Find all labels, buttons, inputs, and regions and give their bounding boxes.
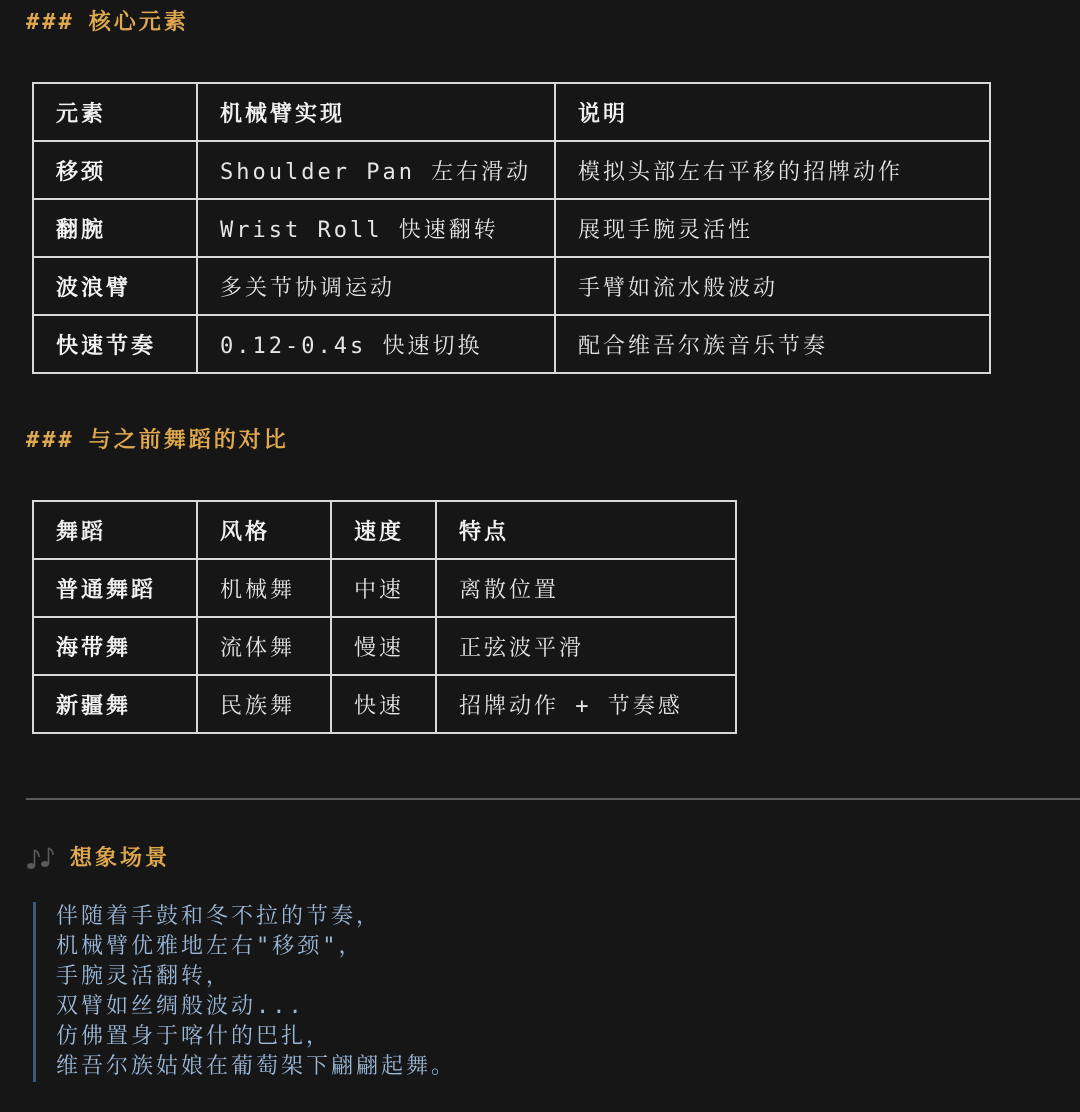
table-row [33, 199, 990, 257]
table-row [33, 141, 990, 199]
column-header: 机械臂实现 [197, 83, 555, 141]
table-cell: 流体舞 [197, 617, 331, 675]
table-row [33, 559, 736, 617]
table-cell: 波浪臂 [33, 257, 197, 315]
table-cell: 机械舞 [197, 559, 331, 617]
scene-quote [33, 902, 456, 1082]
quote-line: 维吾尔族姑娘在葡萄架下翩翩起舞。 [56, 1054, 457, 1079]
table-cell: 移颈 [33, 141, 197, 199]
table-cell: 0.12-0.4s 快速切换 [197, 315, 555, 373]
column-header: 舞蹈 [33, 501, 197, 559]
quote-line: 伴随着手鼓和冬不拉的节奏， [56, 904, 382, 929]
quote-line: 双臂如丝绸般波动... [56, 994, 305, 1019]
quote-line: 机械臂优雅地左右"移颈"， [56, 934, 364, 959]
heading-text: 核心元素 [88, 10, 189, 35]
table-cell: Shoulder Pan 左右滑动 [197, 141, 555, 199]
table-row [33, 257, 990, 315]
heading-hash: ### [26, 428, 75, 453]
column-header: 特点 [436, 501, 736, 559]
dance-comparison-table [32, 500, 737, 734]
table-cell: 正弦波平滑 [436, 617, 736, 675]
table-cell: 快速节奏 [33, 315, 197, 373]
table-cell: 快速 [331, 675, 436, 733]
table-cell: 民族舞 [197, 675, 331, 733]
table-cell: 慢速 [331, 617, 436, 675]
table-row [33, 315, 990, 373]
table-cell: 翻腕 [33, 199, 197, 257]
column-header: 风格 [197, 501, 331, 559]
music-notes-icon [26, 846, 56, 872]
table-cell: Wrist Roll 快速翻转 [197, 199, 555, 257]
table-cell: 手臂如流水般波动 [555, 257, 990, 315]
scene-title: 想象场景 [70, 846, 171, 871]
table-header-row [33, 83, 990, 141]
scene-heading [26, 846, 170, 872]
table-cell: 中速 [331, 559, 436, 617]
heading-text: 与之前舞蹈的对比 [88, 428, 289, 453]
column-header: 说明 [555, 83, 990, 141]
table-cell: 招牌动作 + 节奏感 [436, 675, 736, 733]
core-elements-table [32, 82, 991, 374]
section-heading-comparison [26, 430, 289, 452]
table-cell: 海带舞 [33, 617, 197, 675]
quote-line: 仿佛置身于喀什的巴扎， [56, 1024, 332, 1049]
table-cell: 展现手腕灵活性 [555, 199, 990, 257]
table-cell: 配合维吾尔族音乐节奏 [555, 315, 990, 373]
table-cell: 模拟头部左右平移的招牌动作 [555, 141, 990, 199]
table-row [33, 675, 736, 733]
column-header: 元素 [33, 83, 197, 141]
table-row [33, 617, 736, 675]
quote-line: 手腕灵活翻转， [56, 964, 232, 989]
section-heading-core-elements [26, 12, 189, 34]
horizontal-divider [26, 798, 1080, 800]
table-cell: 普通舞蹈 [33, 559, 197, 617]
heading-hash: ### [26, 10, 75, 35]
table-cell: 新疆舞 [33, 675, 197, 733]
table-header-row [33, 501, 736, 559]
table-cell: 多关节协调运动 [197, 257, 555, 315]
column-header: 速度 [331, 501, 436, 559]
table-cell: 离散位置 [436, 559, 736, 617]
